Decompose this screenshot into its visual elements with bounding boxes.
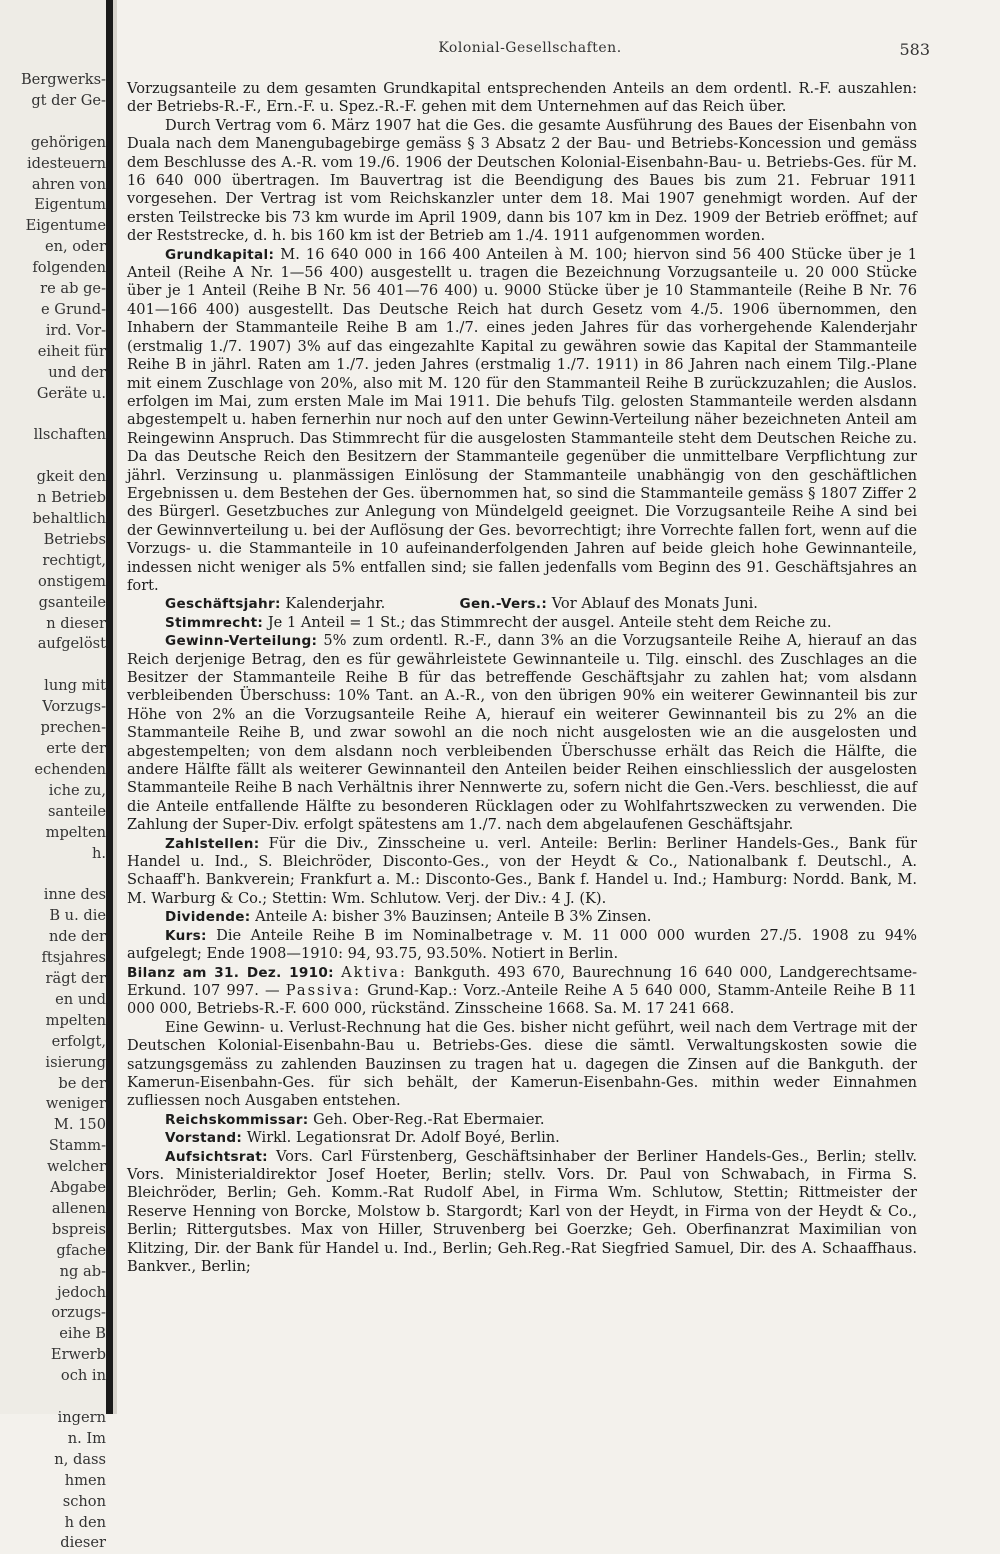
label-aktiva: Aktiva: — [341, 963, 407, 981]
main-text — [127, 80, 917, 1276]
section-reichskommissar — [127, 1111, 917, 1129]
text-vorstand: Wirkl. Legationsrat Dr. Adolf Boyé, Berlin. — [246, 1129, 560, 1147]
left-fragment-line: ftsjahres — [41, 949, 106, 967]
left-fragment-line: n Betrieb — [37, 489, 106, 507]
left-fragment-line: allenen — [51, 1199, 106, 1217]
left-fragment-line: h. — [91, 844, 106, 862]
running-title: Kolonial-Gesellschaften. — [438, 40, 622, 56]
left-fragment-line: llschaften — [33, 426, 106, 444]
left-fragment-line: isierung — [45, 1053, 106, 1071]
left-fragment-line: gfache — [56, 1241, 106, 1259]
paragraph-vorzugsanteile: Vorzugsanteile zu dem gesamten Grundkapital entsprechenden Anteils an dem ordentl. R.-F. auszahlen: der Betriebs-R.-F., Ern.-F. u. Spez.-R.-F. gehen mit dem Unternehmen auf das Reich über. — [127, 80, 917, 116]
text-aufsichtsrat: Vors. Carl Fürstenberg, Geschäftsinhaber der Berliner Handels-Ges., Berlin; stellv. Vors. Ministerialdirektor Josef Hoeter, Berlin; stellv. Vors. Dr. Paul von Schwabach, in Firma S. Bleichröder, Berlin; Geh. Komm.-Rat Rudolf Abel, in Firma Wm. Schlutow, Stettin; Rittmeister der Reserve Henning von Borcke, Molstow b. Stargordt; Karl von der Heydt, in Firma von der Heydt & Co., Berlin; Rittergutsbes. Max von Hiller, Struvenberg bei Goerzke; Geh. Oberfinanzrat Maximilian von Klitzing, Dir. der Bank für Handel u. Ind., Berlin; Geh.Reg.-Rat Siegfried Samuel, Dir. des A. Schaaffhaus. Bankver., Berlin; — [127, 1147, 917, 1275]
section-gewinn-verteilung — [127, 632, 917, 834]
left-fragment-line: mpelten — [45, 823, 106, 841]
left-fragment-line: prechen- — [40, 719, 106, 737]
text-genvers: Vor Ablauf des Monats Juni. — [551, 595, 758, 613]
left-fragment-line: Abgabe — [50, 1179, 106, 1197]
left-fragment-line: weniger — [45, 1095, 106, 1113]
left-fragment-line: B u. die — [49, 907, 106, 925]
label-dividende: Dividende: — [165, 909, 251, 926]
left-fragment-line: nde der — [49, 928, 106, 946]
paragraph-gewinn-rechnung: Eine Gewinn- u. Verlust-Rechnung hat die Ges. bisher nicht geführt, weil nach dem Vertrage mit der Deutschen Kolonial-Eisenbahn-Bau u. Betriebs-Ges. diese die sämtl. Verwaltungskosten sowie die satzungsgemäss zu zahlenden Bauzinsen zu tragen hat u. dagegen die Zinsen auf die Bankguth. der Kamerun-Eisenbahn-Ges. für sich behält, der Kamerun-Eisenbahn-Ges. mithin weder Einnahmen zufliessen noch Ausgaben entstehen. — [127, 1018, 917, 1110]
section-dividende — [127, 908, 917, 926]
text-dividende: Anteile A: bisher 3% Bauzinsen; Anteile B 3% Zinsen. — [255, 908, 652, 926]
left-fragment-line: onstigem — [37, 572, 106, 590]
left-fragment-line: gkeit den — [36, 468, 106, 486]
left-fragment-line: bspreis — [52, 1220, 106, 1238]
left-fragment-line: ird. Vor- — [45, 321, 106, 339]
left-fragment-line: Betriebs — [43, 530, 106, 548]
text-zahlstellen: Für die Div., Zinsscheine u. verl. Anteile: Berlin: Berliner Handels-Ges., Bank für Handel u. Ind., S. Bleichröder, Disconto-Ges., von der Heydt & Co., Nationalbank f. Deutschl., A. Schaaff'h. Bankverein; Frankfurt a. M.: Disconto-Ges., Bank f. Handel u. Ind.; Hamburg: Nordd. Bank, M. M. Warburg & Co.; Stettin: Wm. Schlutow. Verj. der Div.: 4 J. (K). — [127, 834, 918, 907]
left-fragment-line: M. 150 — [53, 1116, 106, 1134]
page-header — [130, 40, 930, 60]
left-fragment-line — [0, 405, 106, 426]
label-stimmrecht: Stimmrecht: — [165, 614, 264, 631]
left-fragment-line: n dieser — [46, 614, 106, 632]
left-fragment-line: erte der — [46, 740, 106, 757]
label-zahlstellen: Zahlstellen: — [165, 835, 260, 852]
left-page-fragment — [0, 0, 106, 1552]
left-fragment-line: Vorzugs- — [42, 698, 106, 716]
left-fragment-line: folgenden — [32, 259, 106, 277]
left-fragment-line: jedoch — [57, 1283, 106, 1301]
text-gewinn-verteilung: 5% zum ordentl. R.-F., dann 3% an die Vorzugsanteile Reihe A, hierauf an das Reich derjenige Betrag, den es für gewährleistete Gewinnanteile u. Tilg. einschl. des Zuschlages an die Besitzer der Stammanteile Reihe B für das betreffende Geschäftsjahr zu zahlen hat; vom alsdann verbleibenden Überschuss: 10% Tant. an A.-R., von den übrigen 90% ein weiterer Gewinnanteil bis zur Höhe von 2% an die Vorzugsanteile Reihe A, hierauf ein weiterer Gewinnanteil bis zu 2% an die Stammanteile Reihe B, und zwar sowohl an die noch nicht ausgelosten wie an die ausgelosten und abgestempelten; von dem alsdann noch verbleibenden Überschusse erhält das Reich die Hälfte, die andere Hälfte fällt als weiterer Gewinnanteil den Anteilen beider Reihen einschliesslich der ausgelosten Stammanteile Reihe B nach Verhältnis ihrer Nennwerte zu, sofern nicht die Gen.-Vers. beschliesst, die auf die Anteile entfallende Hälfte zu besonderen Rücklagen oder zu Wohlfahrtszwecken zu verwenden. Die Zahlung der Super-Div. erfolgt spätestens am 1./7. nach dem abgelaufenen Geschäftsjahr. — [127, 632, 917, 834]
left-fragment-line: rägt der — [45, 969, 106, 987]
left-fragment-line — [0, 446, 106, 467]
left-fragment-line — [0, 112, 106, 133]
left-fragment-line: echenden — [34, 760, 106, 778]
left-fragment-line: gsanteile — [38, 593, 106, 611]
left-fragment-line: h den — [64, 1513, 106, 1531]
label-kurs: Kurs: — [165, 927, 207, 944]
text-geschaeftsjahr: Kalenderjahr. — [285, 595, 386, 613]
left-fragment-line: Eigentum — [34, 196, 106, 214]
label-geschaeftsjahr: Geschäftsjahr: — [165, 596, 281, 613]
left-fragment-line: santeile — [47, 802, 106, 820]
left-fragment-line: hmen — [64, 1471, 106, 1489]
left-fragment-line: gehörigen — [30, 133, 106, 151]
left-fragment-line: gt der Ge- — [31, 91, 106, 109]
left-fragment-line: lung mit — [44, 677, 106, 695]
left-fragment-line: mpelten — [45, 1011, 106, 1029]
section-stimmrecht — [127, 614, 917, 632]
left-fragment-line: eihe B — [59, 1325, 106, 1343]
label-genvers: Gen.-Vers.: — [459, 596, 548, 613]
left-fragment-line: aufgelöst — [37, 635, 106, 653]
gutter-shadow — [106, 0, 113, 1414]
section-bilanz — [127, 964, 917, 1019]
left-column-text — [0, 70, 106, 1554]
left-fragment-line: schon — [62, 1492, 106, 1510]
left-fragment-line — [0, 655, 106, 676]
left-fragment-line: e Grund- — [41, 300, 106, 318]
left-fragment-line: orzugs- — [51, 1304, 106, 1322]
left-fragment-line: en, oder — [44, 238, 106, 256]
left-fragment-line: welcher — [47, 1158, 106, 1176]
left-fragment-line: Geräte u. — [36, 384, 106, 402]
left-fragment-line: och in — [60, 1367, 106, 1385]
label-passiva: Passiva: — [285, 981, 362, 999]
left-fragment-line: be der — [58, 1074, 106, 1092]
left-fragment-line: erfolgt, — [51, 1032, 106, 1050]
section-aufsichtsrat — [127, 1148, 917, 1277]
left-fragment-line: ingern — [57, 1409, 106, 1426]
text-reichskommissar: Geh. Ober-Reg.-Rat Ebermaier. — [313, 1110, 545, 1128]
left-fragment-line: Eigentume — [25, 217, 106, 235]
text-grundkapital: M. 16 640 000 in 166 400 Anteilen à M. 100; hiervon sind 56 400 Stücke über je 1 Anteil (Reihe A Nr. 1—56 400) ausgestellt u. tragen die Bezeichnung Vorzugsanteile u. 20 000 Stücke über je 1 Anteil (Reihe B Nr. 56 401—76 400) u. 9000 Stücke über je 10 Stammanteile (Reihe B Nr. 76 401—166 400) ausgestellt. Das Deutsche Reich hat durch Gesetz vom 4./5. 1906 übernommen, den Inhabern der Stammanteile Reihe B am 1./7. eines jeden Jahres für das vorhergehende Kalenderjahr (erstmalig 1./7. 1907) 3% auf das eingezahlte Kapital zu gewähren sowie das Kapital der Stammanteile Reihe B in jährl. Raten am 1./7. jeden Jahres (erstmalig 1./7. 1911) in 86 Jahren nach einem Tilg.-Plane mit einem Zuschlage von 20%, also mit M. 120 für den Stammanteil Reihe B zurückzuzahlen; die Auslos. erfolgen im Mai, zum ersten Male im Mai 1911. Die behufs Tilg. gelosten Stammanteile werden alsdann abgestempelt u. haben fernerhin nur noch auf den unter Gewinn-Verteilung näher bezeichneten Anteil am Reingewinn Anspruch. Das Stimmrecht für die ausgelosten Stammanteile steht dem Deutschen Reiche zu. Da das Deutsche Reich den Besitzern der Stammanteile gegenüber die unmittelbare Verpflichtung zur jährl. Verzinsung u. planmässigen Einlösung der Stammanteile unabhängig von den geschäftlichen Ergebnissen u. dem Bestehen der Ges. übernommen hat, so sind die Stammanteile gemäss § 1807 Ziffer 2 des Bürgerl. Gesetzbuches zur Anlegung von Mündelgeld geeignet. Die Vorzugsanteile Reihe A sind bei der Gewinnverteilung u. bei der Auflösung der Ges. bevorrechtigt; ihre Vorrechte fallen fort, wenn auf die Vorzugs- u. die Stammanteile in 10 aufeinanderfolgenden Jahren auf beide gleich hohe Gewinnanteile, indessen nicht weniger als 5% entfallen sind; sie fallen jedenfalls vom Beginn des 91. Geschäftsjahres an fort. — [127, 245, 917, 594]
text-kurs: Die Anteile Reihe B im Nominalbetrage v. M. 11 000 000 wurden 27./5. 1908 zu 94% aufgelegt; Ende 1908—1910: 94, 93.75, 93.50%. Notiert in Berlin. — [127, 926, 918, 963]
left-fragment-line: inne des — [43, 886, 106, 904]
label-grundkapital: Grundkapital: — [165, 246, 275, 263]
paragraph-bauvertrag: Durch Vertrag vom 6. März 1907 hat die Ges. die gesamte Ausführung des Baues der Eisenbahn von Duala nach dem Manengubagebirge gemäss § 3 Absatz 2 der Bau- und Betriebs-Koncession und gemäss dem Beschlusse des A.-R. vom 19./6. 1906 der Deutschen Kolonial-Eisenbahn-Bau- u. Betriebs-Ges. für M. 16 640 000 übertragen. Im Bauvertrag ist die Beendigung des Baues bis zum 21. Februar 1911 vorgesehen. Der Vertrag ist vom Reichskanzler unter dem 18. Mai 1907 genehmigt worden. Auf der ersten Teilstrecke bis 73 km wurde im April 1909, dann bis 107 km in Dez. 1909 der Betrieb eröffnet; auf der Reststrecke, d. h. bis 160 km ist der Betrieb am 1./4. 1911 aufgenommen worden. — [127, 116, 917, 245]
left-fragment-line — [0, 1387, 106, 1408]
left-fragment-line: dieser — [60, 1534, 106, 1552]
section-kurs — [127, 927, 917, 964]
left-fragment-line: Stamm- — [48, 1137, 106, 1155]
left-fragment-line: Erwerb — [50, 1346, 106, 1364]
left-fragment-line: iche zu, — [48, 781, 106, 799]
left-fragment-line: Bergwerks- — [20, 71, 106, 88]
section-geschaeftsjahr — [127, 595, 917, 613]
left-fragment-line: n. Im — [67, 1429, 106, 1447]
section-grundkapital — [127, 246, 917, 596]
section-vorstand — [127, 1129, 917, 1147]
text-aktiva: Bankguth. 493 670, Baurechnung 16 640 000, Landgerechtsame-Erkund. 107 997. — — [127, 963, 918, 999]
text-stimmrecht: Je 1 Anteil = 1 St.; das Stimmrecht der ausgel. Anteile steht dem Reiche zu. — [267, 613, 832, 631]
left-fragment-line: idesteuern — [26, 154, 106, 172]
text-passiva: Grund-Kap.: Vorz.-Anteile Reihe A 5 640 000, Stamm-Anteile Reihe B 11 000 000, Betriebs-R.-F. 600 000, rückständ. Zinsscheine 1668. Sa. M. 17 241 668. — [127, 981, 917, 1018]
left-fragment-line — [0, 864, 106, 885]
left-fragment-line: eiheit für — [37, 342, 106, 360]
left-fragment-line: behaltlich — [32, 510, 106, 528]
label-bilanz: Bilanz am 31. Dez. 1910: — [127, 964, 334, 981]
left-fragment-line: ahren von — [31, 175, 106, 193]
left-fragment-line: n, dass — [54, 1450, 106, 1468]
gutter-edge — [113, 0, 117, 1414]
left-fragment-line: re ab ge- — [40, 280, 106, 298]
section-zahlstellen — [127, 835, 917, 909]
label-gewinn-verteilung: Gewinn-Verteilung: — [165, 633, 318, 650]
label-vorstand: Vorstand: — [165, 1130, 243, 1147]
left-fragment-line: en und — [55, 990, 106, 1008]
label-reichskommissar: Reichskommissar: — [165, 1111, 309, 1128]
label-aufsichtsrat: Aufsichtsrat: — [165, 1148, 268, 1165]
page-number: 583 — [899, 40, 930, 59]
left-fragment-line: ng ab- — [59, 1262, 106, 1280]
left-fragment-line: rechtigt, — [42, 551, 106, 569]
left-fragment-line: und der — [48, 363, 106, 381]
